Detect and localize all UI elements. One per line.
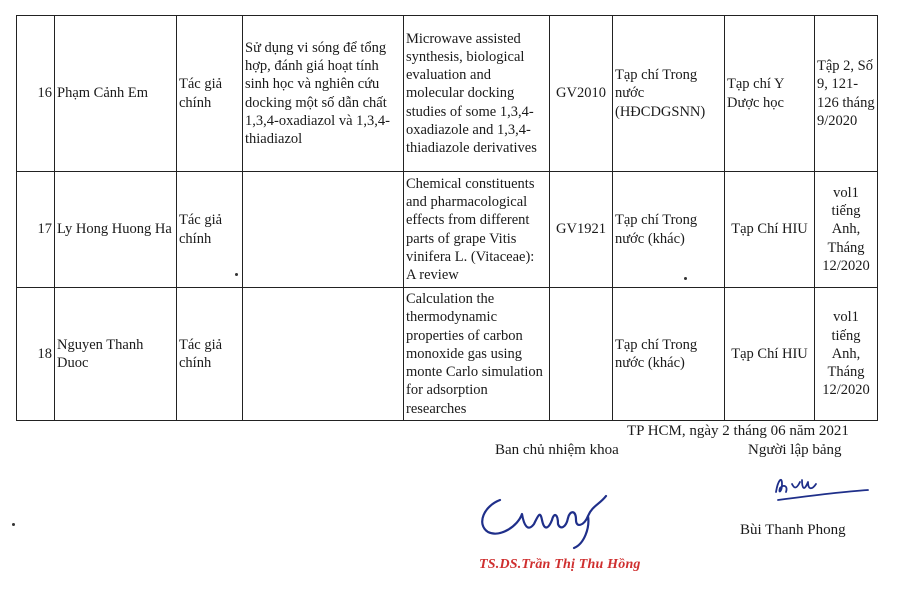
- date-line: TP HCM, ngày 2 tháng 06 năm 2021: [627, 423, 849, 439]
- lecturer-code: GV2010: [550, 16, 613, 172]
- title-english: Microwave assisted synthesis, biological evaluation and molecular docking studies of some 1,3,4-oxadiazole and 1,3,4-thiadiazole derivatives: [404, 16, 550, 172]
- publications-table: [16, 15, 878, 421]
- faculty-board-label: Ban chủ nhiệm khoa: [495, 442, 619, 458]
- table-row: [17, 288, 878, 421]
- row-number: 18: [17, 288, 55, 421]
- preparer-signature: [768, 470, 873, 510]
- journal-name: Tạp chí Y Dược học: [725, 16, 815, 172]
- scan-speck: [12, 523, 15, 526]
- journal-type: Tạp chí Trong nước (khác): [613, 172, 725, 288]
- preparer-name: Bùi Thanh Phong: [740, 522, 846, 538]
- author-role: Tác giả chính: [177, 16, 243, 172]
- stamp-name: TS.DS.Trần Thị Thu Hồng: [479, 557, 641, 572]
- author-role: Tác giả chính: [177, 288, 243, 421]
- table-row: [17, 16, 878, 172]
- journal-name: Tạp Chí HIU: [725, 172, 815, 288]
- issue-info: vol1 tiếng Anh, Tháng 12/2020: [815, 288, 878, 421]
- title-vietnamese: Sử dụng vi sóng để tổng hợp, đánh giá hoạt tính sinh học và nghiên cứu docking một số dẫn chất 1,3,4-oxadiazol và 1,3,4-thiadiazol: [243, 16, 404, 172]
- author-role: Tác giả chính: [177, 172, 243, 288]
- title-vietnamese: [243, 172, 404, 288]
- journal-type: Tạp chí Trong nước (HĐCDGSNN): [613, 16, 725, 172]
- author-name: Nguyen Thanh Duoc: [55, 288, 177, 421]
- lecturer-code: [550, 288, 613, 421]
- journal-type: Tạp chí Trong nước (khác): [613, 288, 725, 421]
- issue-info: Tập 2, Số 9, 121-126 tháng 9/2020: [815, 16, 878, 172]
- row-number: 17: [17, 172, 55, 288]
- title-vietnamese: [243, 288, 404, 421]
- author-name: Ly Hong Huong Ha: [55, 172, 177, 288]
- scan-speck: [684, 277, 687, 280]
- journal-name: Tạp Chí HIU: [725, 288, 815, 421]
- author-name: Phạm Cảnh Em: [55, 16, 177, 172]
- row-number: 16: [17, 16, 55, 172]
- title-english: Calculation the thermodynamic properties of carbon monoxide gas using monte Carlo simulation for adsorption researches: [404, 288, 550, 421]
- faculty-signature: [470, 480, 630, 555]
- table-row: [17, 172, 878, 288]
- title-english: Chemical constituents and pharmacological effects from different parts of grape Vitis vinifera L. (Vitaceae): A review: [404, 172, 550, 288]
- issue-info: vol1 tiếng Anh, Tháng 12/2020: [815, 172, 878, 288]
- lecturer-code: GV1921: [550, 172, 613, 288]
- table-maker-label: Người lập bảng: [748, 442, 842, 458]
- scan-speck: [235, 273, 238, 276]
